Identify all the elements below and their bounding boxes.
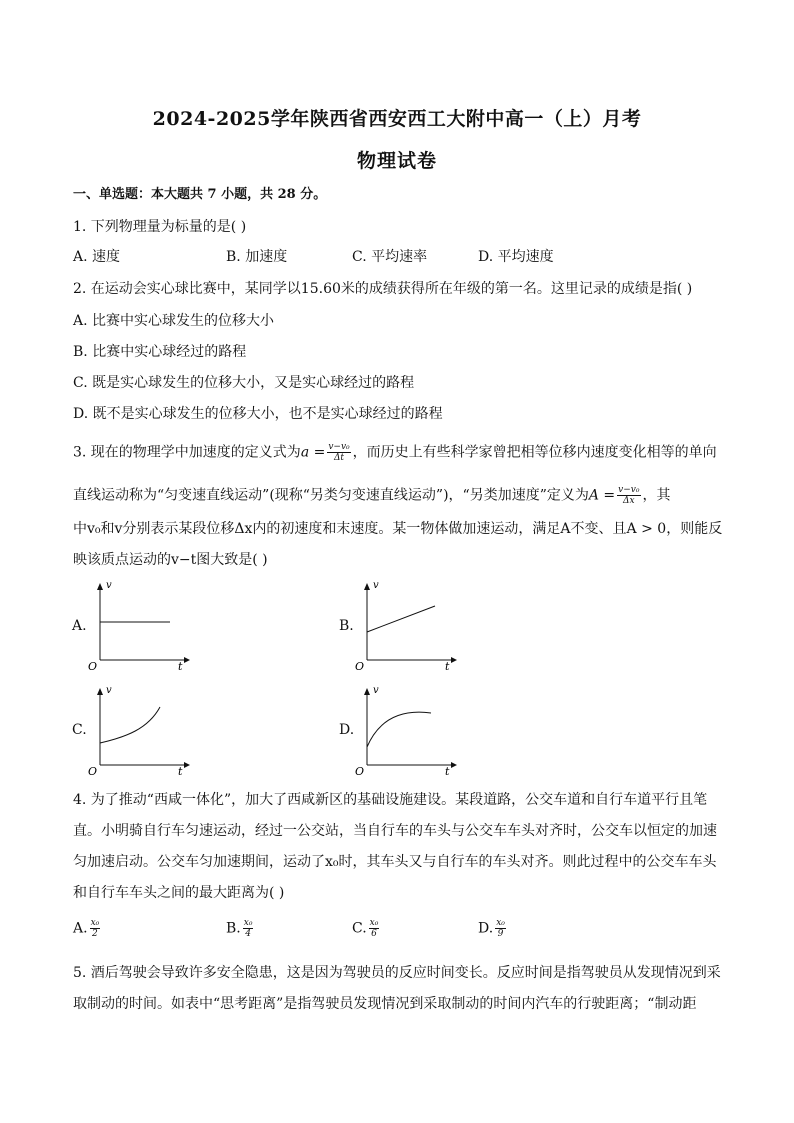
q2-stem: 2. 在运动会实心球比赛中，某同学以15.60米的成绩获得所在年级的第一名。这里记录的成绩是指( ) xyxy=(73,281,693,297)
q2-option-b: B. 比赛中实心球经过的路程 xyxy=(73,344,247,360)
q4-option-a-fraction xyxy=(90,918,101,939)
q4-option-c-num: x₀ xyxy=(369,918,379,928)
q4-line-1: 4. 为了推动“西咸一体化”，加大了西咸新区的基础设施建设。某段道路，公交车道和自行车道平行且笔 xyxy=(73,792,708,808)
q4-option-a-den: 2 xyxy=(92,929,98,939)
q3-line-3: 中v₀和v分别表示某段位移Δx内的初速度和末速度。某一物体做加速运动，满足A不变、且A > 0，则能反 xyxy=(73,521,723,537)
q3-formula-a-fraction xyxy=(327,442,350,463)
q3-formula-b-den: Δx xyxy=(623,496,635,506)
q4-option-d-fraction xyxy=(495,918,506,939)
graph-b-t-arrow xyxy=(451,657,457,663)
graph-c-t-label: t xyxy=(178,765,183,775)
graph-d-origin: O xyxy=(355,765,365,775)
graph-b-t-label: t xyxy=(445,660,450,670)
graph-b-curve xyxy=(367,606,435,632)
q3-formula-b-lhs: A = xyxy=(588,487,616,504)
q4-option-b xyxy=(226,918,255,939)
q4-option-c-fraction xyxy=(369,918,380,939)
q3-formula-a-num: v−v₀ xyxy=(328,442,350,452)
graph-b-v-arrow xyxy=(364,583,370,590)
q4-line-4: 和自行车车头之间的最大距离为( ) xyxy=(73,885,285,901)
q4-option-b-num: x₀ xyxy=(243,918,253,928)
q1-stem: 1. 下列物理量为标量的是( ) xyxy=(73,219,247,235)
q3-formula-a-den: Δt xyxy=(333,453,345,463)
graph-a-origin: O xyxy=(88,660,98,670)
q2-option-d: D. 既不是实心球发生的位移大小，也不是实心球经过的路程 xyxy=(73,406,443,422)
q3-line2-text-a: 直线运动称为“匀变速直线运动”(现称“另类匀变速直线运动”)，“另类加速度”定义为 xyxy=(73,487,589,504)
graph-c-label: C. xyxy=(72,722,87,738)
graph-b-v-label: v xyxy=(373,580,379,591)
q1-option-a: A. 速度 xyxy=(73,249,121,265)
q2-option-a: A. 比赛中实心球发生的位移大小 xyxy=(73,313,275,329)
q3-line-1 xyxy=(73,442,717,463)
graph-d xyxy=(353,683,463,775)
graph-c-v-arrow xyxy=(97,688,103,695)
q3-line-2 xyxy=(73,485,671,506)
graph-d-v-label: v xyxy=(373,685,379,696)
q4-option-d-num: x₀ xyxy=(496,918,505,928)
graph-a xyxy=(86,578,196,670)
graph-c-origin: O xyxy=(88,765,98,775)
graph-a-t-arrow xyxy=(184,657,190,663)
q4-option-d-label: D. xyxy=(478,920,494,937)
q4-option-b-den: 4 xyxy=(245,929,251,939)
q3-line1-text-a: 3. 现在的物理学中加速度的定义式为 xyxy=(73,444,301,461)
graph-d-t-label: t xyxy=(445,765,450,775)
q4-option-c-den: 6 xyxy=(371,929,377,939)
q3-line-4: 映该质点运动的v−t图大致是( ) xyxy=(73,552,268,568)
graph-a-t-label: t xyxy=(178,660,183,670)
q3-formula-b-num: v−v₀ xyxy=(618,485,640,495)
q4-option-a xyxy=(73,918,102,939)
exam-subtitle: 物理试卷 xyxy=(356,150,437,172)
q1-option-b: B. 加速度 xyxy=(226,249,288,265)
q3-line1-text-b: ，而历史上有些科学家曾把相等位移内速度变化相等的单向 xyxy=(352,444,717,461)
graph-b-origin: O xyxy=(355,660,365,670)
graph-d-v-arrow xyxy=(364,688,370,695)
q3-line2-text-b: ，其 xyxy=(642,487,671,504)
q4-line-3: 匀加速启动。公交车匀加速期间，运动了x₀时，其车头又与自行车的车头对齐。则此过程中的公交车车头 xyxy=(73,854,717,870)
graph-d-t-arrow xyxy=(451,762,457,768)
q4-option-a-num: x₀ xyxy=(90,918,100,928)
q4-option-b-label: B. xyxy=(226,920,241,937)
q5-line-2: 取制动的时间。如表中“思考距离”是指驾驶员发现情况到采取制动的时间内汽车的行驶距离；“制动距 xyxy=(73,996,697,1012)
q2-option-c: C. 既是实心球发生的位移大小，又是实心球经过的路程 xyxy=(73,375,415,391)
q1-option-c: C. 平均速率 xyxy=(352,249,428,265)
graph-c-v-label: v xyxy=(106,685,112,696)
q3-formula-b-fraction xyxy=(617,485,640,506)
graph-a-v-label: v xyxy=(106,580,112,591)
graph-c xyxy=(86,683,196,775)
graph-b-label: B. xyxy=(339,618,354,634)
graph-d-label: D. xyxy=(339,722,355,738)
q4-option-b-fraction xyxy=(243,918,254,939)
graph-c-t-arrow xyxy=(184,762,190,768)
graph-a-label: A. xyxy=(72,618,87,634)
q1-option-d: D. 平均速度 xyxy=(478,249,554,265)
q4-option-d-den: 9 xyxy=(497,929,504,939)
exam-title: 2024-2025学年陕西省西安西工大附中高一（上）月考 xyxy=(152,108,642,130)
graph-b xyxy=(353,578,463,670)
q4-option-c-label: C. xyxy=(352,920,367,937)
q3-formula-a-lhs: a = xyxy=(300,444,326,461)
q4-option-a-label: A. xyxy=(73,920,88,937)
q4-option-c xyxy=(352,918,381,939)
graph-a-v-arrow xyxy=(97,583,103,590)
section-heading: 一、单选题：本大题共 7 小题，共 28 分。 xyxy=(73,187,327,202)
q4-option-d xyxy=(478,918,508,939)
q5-line-1: 5. 酒后驾驶会导致许多安全隐患，这是因为驾驶员的反应时间变长。反应时间是指驾驶员从发现情况到采 xyxy=(73,965,721,981)
graph-d-curve xyxy=(367,712,431,747)
q4-line-2: 直。小明骑自行车匀速运动，经过一公交站，当自行车的车头与公交车车头对齐时，公交车以恒定的加速 xyxy=(73,823,717,839)
graph-c-curve xyxy=(100,707,160,743)
